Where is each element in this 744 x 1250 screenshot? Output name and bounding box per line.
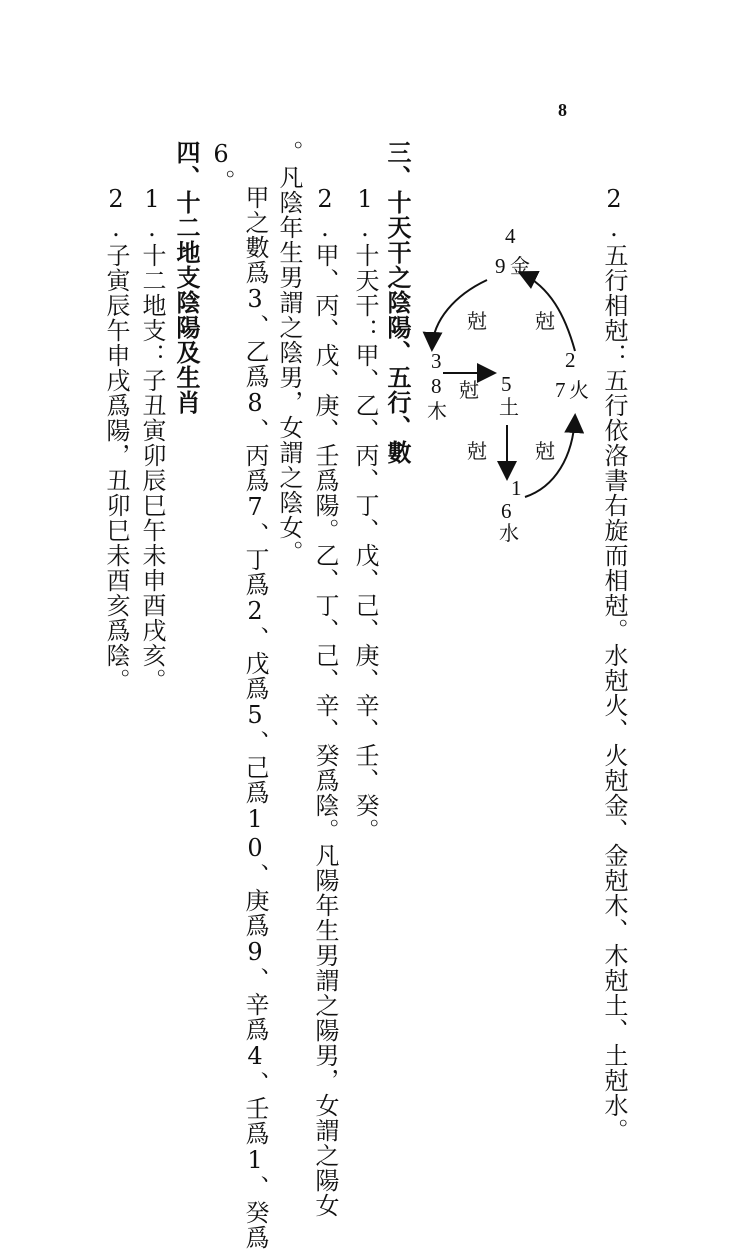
water-number-top: 1 [511,476,522,500]
section-3-item-3-line-1: 甲之數爲3、乙爲8、丙爲7、丁爲2、戊爲5、己爲10、庚爲9、辛爲4、壬爲1、癸爲 [241,185,269,1250]
section-4-item-2: 2.子寅辰午申戌爲陽，丑卯巳未酉亥爲陰。 [102,185,130,693]
metal-label: 金 [510,254,530,278]
water-label: 水 [499,521,519,545]
fire-label: 火 [569,378,589,402]
section-3-title: 三、十天干之陰陽、五行、數 [383,140,412,465]
overcome-label-fire-metal: 尅 [535,309,555,333]
wood-label: 木 [427,399,447,423]
overcome-label-metal-wood: 尅 [467,309,487,333]
earth-label: 土 [499,395,519,419]
water-number-bottom: 6 [501,499,512,523]
metal-number-bottom: 9 [495,254,506,278]
section-3-item-3-line-2: 6。 [207,140,235,194]
overcome-label-water-fire: 尅 [535,439,555,463]
overcome-label-earth-water: 尅 [467,439,487,463]
five-elements-diagram [415,225,600,555]
earth-number: 5 [501,372,512,396]
fire-number-bottom: 7 [555,378,566,402]
fire-number-top: 2 [565,348,576,372]
section-4-title: 四、十二地支陰陽及生肖 [172,140,201,415]
overcome-label-wood-earth: 尅 [459,378,479,402]
section-3-item-2-line-1: 2.甲、丙、戊、庚、壬爲陽。乙、丁、己、辛、癸爲陰。凡陽年生男謂之陽男，女謂之陽女 [311,185,339,1218]
wood-number-bottom: 8 [431,374,442,398]
wood-number-top: 3 [431,349,442,373]
section-3-item-2-line-2: 。凡陰年生男謂之陰男，女謂之陰女。 [275,140,303,565]
section-3-item-1: 1.十天干：甲、乙、丙、丁、戊、己、庚、辛、壬、癸。 [351,185,379,843]
page-number: 8 [558,100,567,120]
metal-number-top: 4 [505,224,516,248]
overcome-cycle-svg [415,225,600,555]
section-4-item-1: 1.十二地支：子丑寅卯辰巳午未申酉戌亥。 [138,185,166,693]
five-elements-overcome-text: 2.五行相尅：五行依洛書右旋而相尅。水尅火、火尅金、金尅木、木尅土、土尅水。 [600,185,628,1143]
